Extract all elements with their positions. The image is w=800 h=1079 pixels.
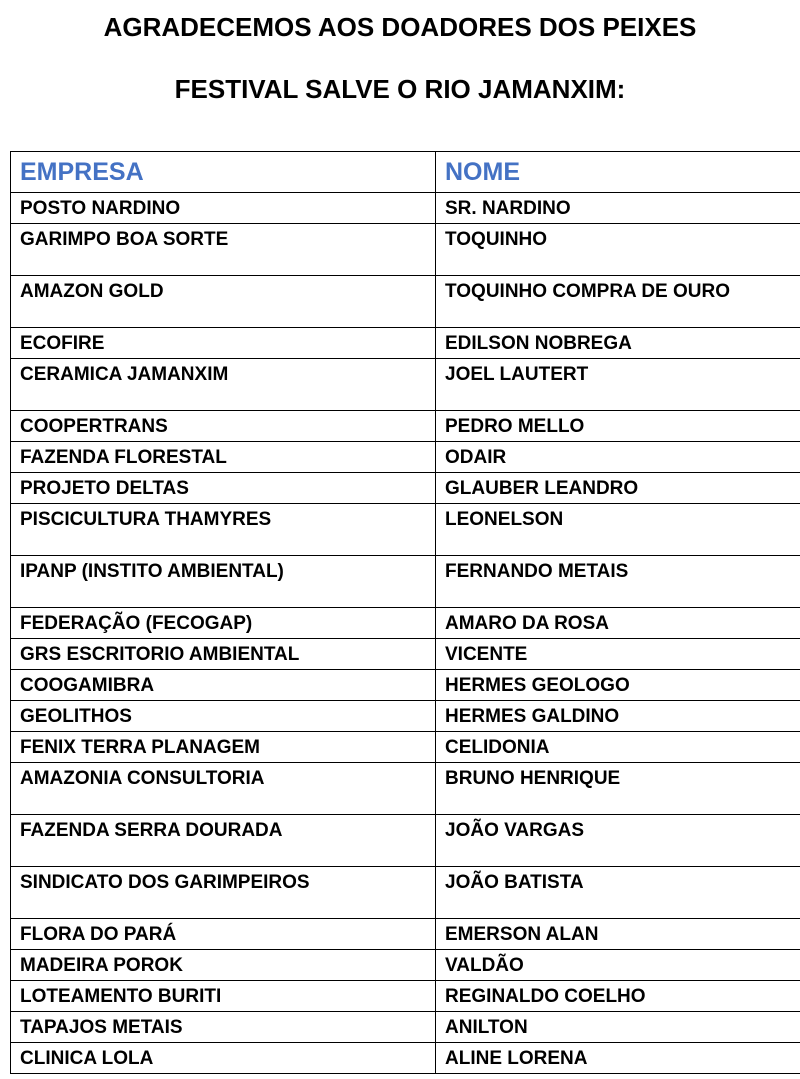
- cell-nome: HERMES GEOLOGO: [436, 670, 800, 701]
- column-header-nome: NOME: [436, 152, 800, 193]
- table-row: [11, 442, 800, 473]
- cell-nome: ODAIR: [436, 442, 800, 473]
- cell-nome: VALDÃO: [436, 950, 800, 981]
- cell-empresa: LOTEAMENTO BURITI: [11, 981, 436, 1012]
- cell-nome: BRUNO HENRIQUE: [436, 763, 800, 815]
- cell-empresa: COOGAMIBRA: [11, 670, 436, 701]
- cell-nome: ANILTON: [436, 1012, 800, 1043]
- cell-empresa: FEDERAÇÃO (FECOGAP): [11, 608, 436, 639]
- cell-nome: ALINE LORENA: [436, 1043, 800, 1074]
- cell-nome: LEONELSON: [436, 504, 800, 556]
- table-row: [11, 359, 800, 411]
- cell-nome: AMARO DA ROSA: [436, 608, 800, 639]
- table-header-row: [11, 152, 800, 193]
- cell-empresa: AMAZON GOLD: [11, 276, 436, 328]
- cell-nome: EMERSON ALAN: [436, 919, 800, 950]
- cell-nome: TOQUINHO: [436, 224, 800, 276]
- cell-nome: REGINALDO COELHO: [436, 981, 800, 1012]
- cell-nome: JOEL LAUTERT: [436, 359, 800, 411]
- table-row: [11, 981, 800, 1012]
- cell-nome: VICENTE: [436, 639, 800, 670]
- cell-empresa: GARIMPO BOA SORTE: [11, 224, 436, 276]
- table-row: [11, 473, 800, 504]
- table-row: [11, 950, 800, 981]
- cell-nome: JOÃO VARGAS: [436, 815, 800, 867]
- table-body: [11, 193, 800, 1074]
- table-row: [11, 815, 800, 867]
- cell-empresa: PISCICULTURA THAMYRES: [11, 504, 436, 556]
- table-row: [11, 328, 800, 359]
- cell-nome: GLAUBER LEANDRO: [436, 473, 800, 504]
- table-row: [11, 276, 800, 328]
- cell-empresa: SINDICATO DOS GARIMPEIROS: [11, 867, 436, 919]
- cell-empresa: FLORA DO PARÁ: [11, 919, 436, 950]
- cell-empresa: GRS ESCRITORIO AMBIENTAL: [11, 639, 436, 670]
- table-row: [11, 701, 800, 732]
- donors-table: [10, 151, 800, 1074]
- table-row: [11, 224, 800, 276]
- cell-empresa: POSTO NARDINO: [11, 193, 436, 224]
- cell-nome: TOQUINHO COMPRA DE OURO: [436, 276, 800, 328]
- cell-empresa: FENIX TERRA PLANAGEM: [11, 732, 436, 763]
- table-row: [11, 556, 800, 608]
- cell-nome: CELIDONIA: [436, 732, 800, 763]
- cell-empresa: MADEIRA POROK: [11, 950, 436, 981]
- cell-nome: FERNANDO METAIS: [436, 556, 800, 608]
- cell-empresa: TAPAJOS METAIS: [11, 1012, 436, 1043]
- table-row: [11, 763, 800, 815]
- cell-empresa: CLINICA LOLA: [11, 1043, 436, 1074]
- table-row: [11, 1012, 800, 1043]
- document-title: AGRADECEMOS AOS DOADORES DOS PEIXES: [103, 12, 697, 42]
- table-row: [11, 867, 800, 919]
- table-row: [11, 919, 800, 950]
- document-subtitle: FESTIVAL SALVE O RIO JAMANXIM:: [174, 74, 626, 104]
- cell-nome: SR. NARDINO: [436, 193, 800, 224]
- table-row: [11, 1043, 800, 1074]
- table-row: [11, 608, 800, 639]
- table-row: [11, 670, 800, 701]
- table-row: [11, 639, 800, 670]
- cell-empresa: ECOFIRE: [11, 328, 436, 359]
- cell-empresa: PROJETO DELTAS: [11, 473, 436, 504]
- cell-nome: EDILSON NOBREGA: [436, 328, 800, 359]
- cell-nome: JOÃO BATISTA: [436, 867, 800, 919]
- cell-empresa: IPANP (INSTITO AMBIENTAL): [11, 556, 436, 608]
- column-header-empresa: EMPRESA: [11, 152, 436, 193]
- cell-empresa: GEOLITHOS: [11, 701, 436, 732]
- cell-empresa: COOPERTRANS: [11, 411, 436, 442]
- table-row: [11, 411, 800, 442]
- table-row: [11, 732, 800, 763]
- table-row: [11, 193, 800, 224]
- cell-nome: PEDRO MELLO: [436, 411, 800, 442]
- cell-empresa: FAZENDA SERRA DOURADA: [11, 815, 436, 867]
- cell-empresa: AMAZONIA CONSULTORIA: [11, 763, 436, 815]
- cell-nome: HERMES GALDINO: [436, 701, 800, 732]
- table-row: [11, 504, 800, 556]
- cell-empresa: FAZENDA FLORESTAL: [11, 442, 436, 473]
- cell-empresa: CERAMICA JAMANXIM: [11, 359, 436, 411]
